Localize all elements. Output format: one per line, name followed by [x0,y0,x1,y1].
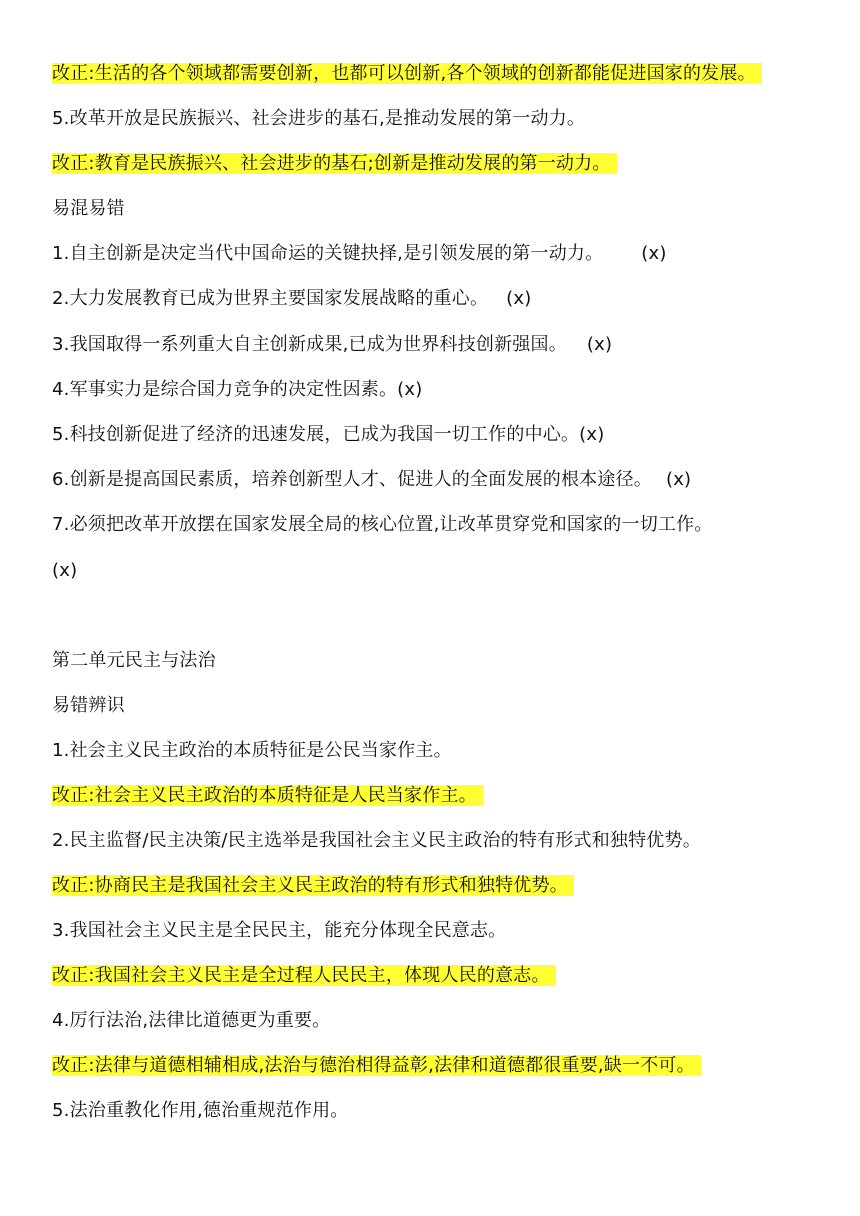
correction-item-4 [52,1047,701,1085]
judgment-item-3 [52,326,612,364]
wrong-mark: (x) [641,243,667,264]
judgment-text: 4.军事实力是综合国力竞争的决定性因素。(x) [52,379,423,400]
wrong-mark: (x) [586,334,613,355]
highlighted-text: 改正:教育是民族振兴、社会进步的基石;创新是推动发展的第一动力。 [52,153,617,174]
statement-item-3 [52,912,506,950]
unit-title [52,642,216,680]
judgment-item-7-mark [52,552,77,590]
wrong-mark: (x) [506,288,532,309]
judgment-item-7 [52,506,713,544]
highlighted-text: 改正:社会主义民主政治的本质特征是人民当家作主。 [52,785,483,806]
correction-item-1 [52,777,483,815]
statement-item-5 [52,1092,349,1130]
wrong-mark: (x) [665,469,692,490]
judgment-text: 7.必须把改革开放摆在国家发展全局的核心位置,让改革贯穿党和国家的一切工作。 [52,514,713,535]
judgment-item-1 [52,235,667,273]
judgment-text: 2.大力发展教育已成为世界主要国家发展战略的重心。 [52,288,489,309]
judgment-item-4 [52,371,422,409]
statement-text: 5.改革开放是民族振兴、社会进步的基石,是推动发展的第一动力。 [52,108,586,129]
statement-text: 1.社会主义民主政治的本质特征是公民当家作主。 [52,740,452,761]
statement-item-4 [52,1002,330,1040]
judgment-text: 5.科技创新促进了经济的迅速发展，已成为我国一切工作的中心。(x) [52,424,605,445]
judgment-item-2 [52,280,531,318]
correction-line-1 [52,55,762,93]
statement-text: 3.我国社会主义民主是全民民主，能充分体现全民意志。 [52,920,507,941]
statement-text: 4.厉行法治,法律比道德更为重要。 [52,1010,331,1031]
section-heading-text: 易混易错 [52,198,125,219]
statement-item-1 [52,732,452,770]
highlighted-text: 改正:法律与道德相辅相成,法治与德治相得益彰,法律和道德都很重要,缺一不可。 [52,1055,701,1076]
statement-line-5 [52,100,585,138]
correction-item-3 [52,957,556,995]
judgment-text: 3.我国取得一系列重大自主创新成果,已成为世界科技创新强国。 [52,334,567,355]
highlighted-text: 改正:生活的各个领域都需要创新，也都可以创新,各个领域的创新都能促进国家的发展。 [52,63,762,84]
correction-line-2 [52,145,617,183]
statement-item-2 [52,822,701,860]
highlighted-text: 改正:我国社会主义民主是全过程人民民主，体现人民的意志。 [52,965,556,986]
statement-text: 2.民主监督/民主决策/民主选举是我国社会主义民主政治的特有形式和独特优势。 [52,830,701,851]
section-heading-text: 易错辨识 [52,695,125,716]
statement-text: 5.法治重教化作用,德治重规范作用。 [52,1100,349,1121]
correction-item-2 [52,867,574,905]
judgment-item-5 [52,416,604,454]
judgment-text: 1.自主创新是决定当代中国命运的关键抉择,是引领发展的第一动力。 [52,243,604,264]
unit-title-text: 第二单元民主与法治 [52,650,216,671]
highlighted-text: 改正:协商民主是我国社会主义民主政治的特有形式和独特优势。 [52,875,574,896]
section-heading-easy-confuse [52,190,125,228]
wrong-mark: (x) [52,560,78,581]
judgment-text: 6.创新是提高国民素质，培养创新型人才、促进人的全面发展的根本途径。 [52,469,652,490]
judgment-item-6 [52,461,691,499]
section-heading-error-identify [52,687,125,725]
